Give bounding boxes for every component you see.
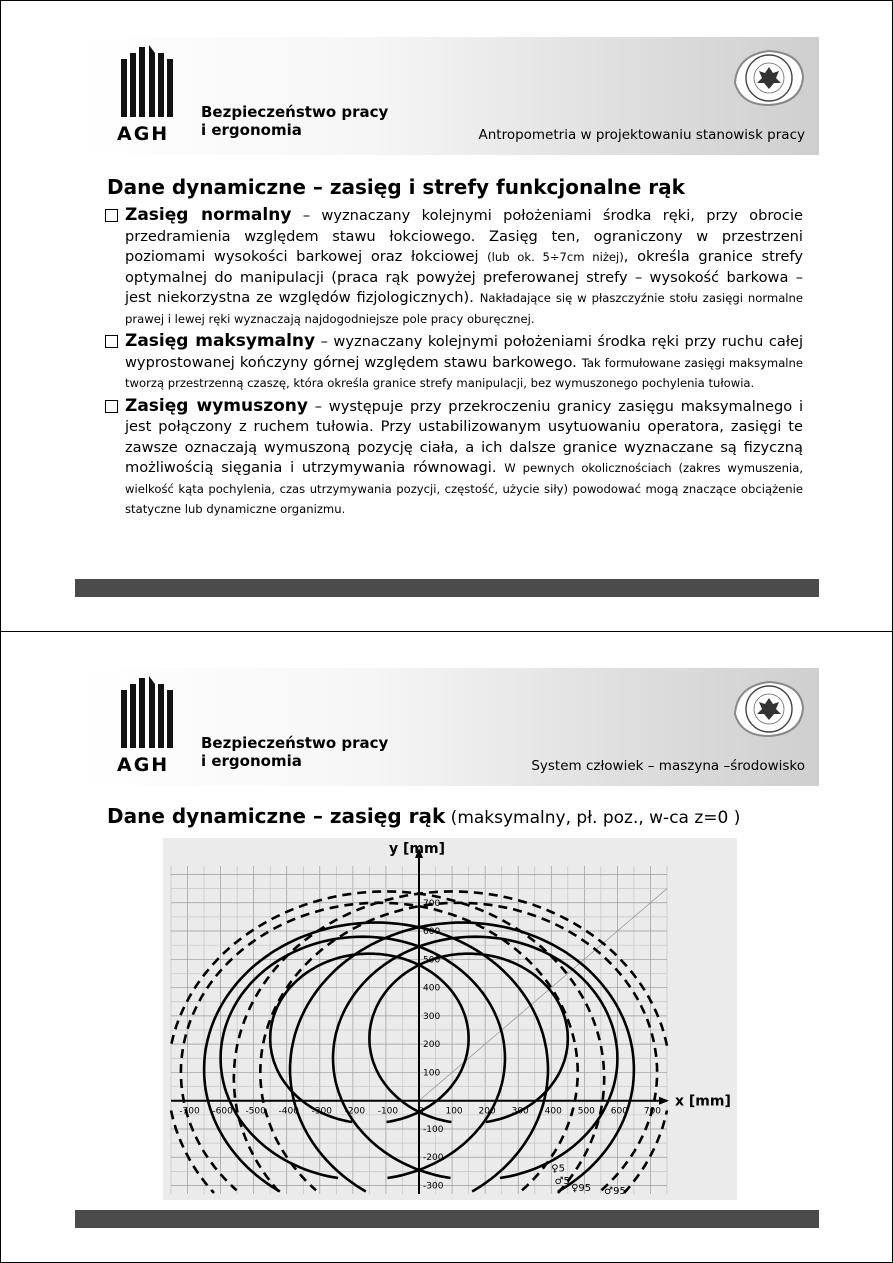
checkbox-bullet-icon xyxy=(105,335,118,348)
text: , określa granice strefy optymalnej do manipulacji (praca rąk powyżej preferowanej strefy – wysokość barkowa – jest niekorzystna ze względów fizjologicznych). xyxy=(125,248,803,306)
x-tick-label: 400 xyxy=(544,1106,562,1117)
checkbox-bullet-icon xyxy=(105,209,118,222)
footer-bar xyxy=(75,1210,819,1228)
slide-2 xyxy=(0,631,893,1263)
series-label: ♂95 xyxy=(604,1186,626,1197)
y-tick-label: 300 xyxy=(423,1011,441,1022)
paragraph-normal-reach xyxy=(105,205,803,329)
reach-chart xyxy=(163,838,737,1200)
paragraph-maximum-reach xyxy=(105,331,803,394)
text: – występuje przy przekroczeniu granicy zasięgu maksymalnego i jest połączony z ruchem tułowia. Przy ustabilizowanym usytuowaniu operatora, zasięgi te zawsze oznaczają wymuszoną pozycję ciała, a ich dalsze granice wyznaczane są fizyczną możliwością sięgania i utrzymywania równowagi. xyxy=(125,397,803,476)
text: – wyznaczany kolejnymi położeniami środka ręki przy ruchu całej wyprostowanej kończyny górnej względem stawu barkowego. xyxy=(125,333,804,371)
term: Zasięg normalny xyxy=(125,205,292,225)
text: – wyznaczany kolejnymi położeniami środka ręki, przy obrocie przedramienia względem stawu łokciowego. Zasięg ten, ograniczony w przestrzeni poziomami wysokości barkowej oraz łokciowej xyxy=(125,207,803,265)
slide-body xyxy=(105,205,803,522)
slide-subtitle: Antropometria w projektowaniu stanowisk pracy xyxy=(478,127,805,143)
x-tick-label: -200 xyxy=(344,1106,366,1117)
agh-logo-icon xyxy=(119,676,175,750)
course-title xyxy=(201,103,388,139)
x-tick-label: 700 xyxy=(643,1106,662,1117)
small-text: W pewnych okolicznościach (zakres wymuszenia, wielkość kąta pochylenia, czas utrzymywania pozycji, częstość, użycie siły) powodować mogą znaczące obciążenie statyczne lub dynamiczne organizmu. xyxy=(125,461,804,516)
series-label: ♀5 xyxy=(551,1163,565,1175)
y-axis-label: y [mm] xyxy=(389,841,445,857)
paragraph-forced-reach xyxy=(105,396,803,520)
x-tick-label: 300 xyxy=(511,1106,529,1117)
slide-header xyxy=(75,37,819,155)
y-tick-label: 700 xyxy=(423,898,441,909)
title-bold: Dane dynamiczne – zasięg rąk xyxy=(107,804,446,828)
y-tick-label: 100 xyxy=(423,1068,441,1079)
logo-text: AGH xyxy=(117,754,170,776)
agh-logo xyxy=(117,45,177,145)
course-title xyxy=(201,734,388,770)
series-label: ♀95 xyxy=(571,1183,592,1195)
course-line-1: Bezpieczeństwo pracy xyxy=(201,734,389,752)
x-tick-label: 500 xyxy=(577,1106,595,1117)
small-text: Nakładające się w płaszczyźnie stołu zasięgi normalne prawej i lewej ręki wyznaczają najdogodniejsze pole pracy oburęcznej. xyxy=(125,291,803,326)
x-tick-label: -600 xyxy=(212,1106,233,1117)
y-tick-label: 200 xyxy=(423,1040,441,1051)
y-tick-label: -100 xyxy=(423,1124,444,1135)
y-tick-label: 400 xyxy=(423,983,441,994)
slide-title xyxy=(107,804,740,828)
small-text: (lub ok. 5÷7cm niżej) xyxy=(487,250,624,264)
agh-logo xyxy=(117,676,177,776)
x-tick-label: -300 xyxy=(311,1106,333,1117)
y-tick-label: -300 xyxy=(423,1181,444,1192)
agh-logo-icon xyxy=(119,45,175,119)
title-normal: (maksymalny, pł. poz., w-ca z=0 ) xyxy=(445,808,741,828)
small-text: Tak formułowane zasięgi maksymalne tworzą przestrzenną czaszę, która określa granice strefy manipulacji, bez wymuszonego pochylenia tułowia. xyxy=(125,355,803,390)
course-line-1: Bezpieczeństwo pracy xyxy=(201,103,389,121)
x-tick-label: -100 xyxy=(377,1106,399,1117)
x-tick-label: 200 xyxy=(478,1106,496,1117)
footer-bar xyxy=(75,579,819,597)
slide-subtitle: System człowiek – maszyna –środowisko xyxy=(531,758,805,774)
faculty-seal-icon xyxy=(731,47,807,109)
x-tick-label: -400 xyxy=(278,1106,299,1117)
x-tick-label: 600 xyxy=(610,1106,628,1117)
x-axis-label: x [mm] xyxy=(675,1093,731,1110)
faculty-seal-icon xyxy=(731,678,807,740)
slide-title: Dane dynamiczne – zasięg i strefy funkcjonalne rąk xyxy=(107,175,685,199)
term: Zasięg wymuszony xyxy=(125,395,308,416)
x-tick-label: 100 xyxy=(445,1106,463,1117)
y-tick-label: -200 xyxy=(423,1153,444,1164)
term: Zasięg maksymalny xyxy=(125,331,316,351)
y-tick-label: 600 xyxy=(423,927,441,938)
series-label: ♂5 xyxy=(554,1176,570,1188)
x-tick-label: 0 xyxy=(418,1106,424,1117)
checkbox-bullet-icon xyxy=(105,400,118,413)
x-tick-label: -700 xyxy=(179,1106,200,1117)
course-line-2: i ergonomia xyxy=(201,121,302,139)
course-line-2: i ergonomia xyxy=(201,752,302,770)
x-tick-label: -500 xyxy=(245,1106,266,1117)
slide-header xyxy=(75,668,819,786)
y-tick-label: 500 xyxy=(423,955,441,966)
logo-text: AGH xyxy=(117,123,170,145)
